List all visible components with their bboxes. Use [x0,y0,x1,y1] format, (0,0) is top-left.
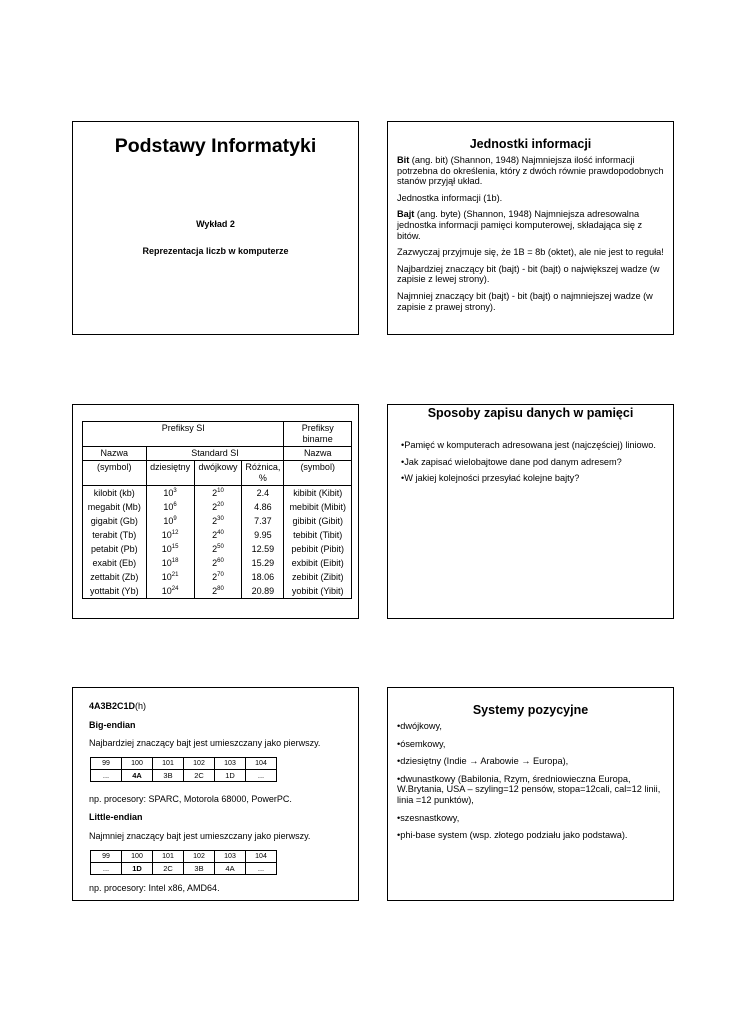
binary-value [194,556,242,570]
decimal-base: 10 [161,571,172,582]
decimal-value [146,542,194,556]
address-row [91,757,277,769]
decimal-exponent: 6 [173,501,177,508]
binary-value [194,584,242,599]
slide-body [388,155,673,312]
binary-base: 2 [212,585,218,596]
memory-byte: 2C [184,769,215,781]
si-table-body [83,486,352,599]
slide-information-units [387,121,674,335]
si-table-row [83,500,352,514]
lsb-definition: Najmniej znaczący bit (bajt) - bit (bajt) o najmniejszej wadze (w zapisie z prawej strony). [397,290,653,312]
decimal-base: 10 [163,487,174,498]
little-endian-examples: np. procesory: Intel x86, AMD64. [89,882,220,893]
binary-value [194,500,242,514]
si-prefix-name: yottabit (Yb) [83,584,147,599]
si-prefix-name: zettabit (Zb) [83,570,147,584]
decimal-exponent: 12 [171,529,179,536]
memory-byte: ... [91,769,122,781]
decimal-exponent: 9 [173,515,177,522]
binary-exponent: 40 [217,529,224,536]
decimal-value [146,486,194,501]
byte-text: (ang. byte) (Shannon, 1948) Najmniejsza adresowalna jednostka informacji pamięci komputerowej, składająca się z bitów. [397,209,643,241]
binary-value [194,542,242,556]
little-endian-description: Najmniej znaczący bajt jest umieszczany jako pierwszy. [89,830,311,841]
bullet-linear-addressing: •Pamięć w komputerach adresowana jest (najczęściej) liniowo. [401,440,656,450]
binary-base: 2 [212,501,218,512]
slide-heading: Jednostki informacji [469,137,592,151]
binary-exponent: 60 [217,557,224,564]
slide-title [72,121,359,335]
binary-base: 2 [212,571,218,582]
decimal-base: 10 [163,501,174,512]
si-table-row [83,584,352,599]
memory-byte: 3B [184,862,215,874]
bit-text: (ang. bit) (Shannon, 1948) Najmniejsza ilość informacji potrzebna do określenia, który z dwóch równie prawdopodobnych stanów przyjął układ. [397,155,664,187]
address-row [91,850,277,862]
si-prefix-name: terabit (Tb) [83,528,147,542]
big-endian-memory-table [90,757,277,782]
difference-percent: 20.89 [242,584,284,599]
si-table-row [83,514,352,528]
decimal-base: 10 [161,543,172,554]
header-si-prefixes: Prefiksy SI [83,422,284,447]
lecture-number: Wykład 2 [196,219,235,229]
example-number [89,701,350,712]
bullet-multibyte: •Jak zapisać wielobajtowe dane pod danym adresem? [401,456,622,467]
memory-address: 104 [246,757,277,769]
header-symbol-binary: (symbol) [284,461,352,486]
binary-prefix-name: zebibit (Zibit) [284,570,352,584]
big-endian-description: Najbardziej znaczący bajt jest umieszczany jako pierwszy. [89,738,321,749]
bullet-binary: •dwójkowy, [397,721,442,731]
difference-percent: 2.4 [242,486,284,501]
header-decimal: dziesiętny [146,461,194,486]
difference-percent: 15.29 [242,556,284,570]
memory-byte: ... [246,862,277,874]
header-binary-line2: binarne [302,434,333,444]
binary-prefix-name: tebibit (Tibit) [284,528,352,542]
decimal-exponent: 18 [171,557,179,564]
slide-title-heading: Podstawy Informatyki [114,135,317,157]
decimal-value [146,584,194,599]
binary-base: 2 [212,515,218,526]
si-prefix-name: exabit (Eb) [83,556,147,570]
header-symbol: (symbol) [83,461,147,486]
binary-exponent: 70 [217,571,224,578]
memory-byte: 4A [122,769,153,781]
si-prefix-name: petabit (Pb) [83,542,147,556]
difference-percent: 7.37 [242,514,284,528]
binary-exponent: 30 [217,515,224,522]
memory-byte: 2C [153,862,184,874]
value-row [91,769,277,781]
slide-heading: Systemy pozycyjne [472,703,589,717]
memory-address: 99 [91,757,122,769]
big-endian-examples: np. procesory: SPARC, Motorola 68000, PowerPC. [89,793,292,804]
bullet-phi-base: •phi-base system (wsp. złotego podziału jako podstawa). [397,830,628,841]
si-table-row [83,486,352,501]
binary-base: 2 [212,543,218,554]
decimal-exponent: 15 [171,543,179,550]
memory-address: 100 [122,757,153,769]
bit-definition [397,155,665,187]
binary-prefix-name: yobibit (Yibit) [284,584,352,599]
binary-value [194,528,242,542]
slide-endianness [72,687,359,901]
memory-byte: 4A [215,862,246,874]
memory-byte: 3B [153,769,184,781]
memory-address: 102 [184,850,215,862]
header-difference [242,461,284,486]
binary-exponent: 50 [217,543,224,550]
difference-percent: 4.86 [242,500,284,514]
decimal-exponent: 3 [173,487,177,494]
memory-address: 103 [215,757,246,769]
si-prefix-name: megabit (Mb) [83,500,147,514]
decimal-base: 10 [161,585,172,596]
bullet-decimal: •dziesiętny (Indie → Arabowie → Europa), [397,756,569,767]
memory-address: 101 [153,757,184,769]
decimal-base: 10 [161,529,172,540]
decimal-base: 10 [163,515,174,526]
header-difference-line1: Różnica, [245,462,281,472]
difference-percent: 18.06 [242,570,284,584]
binary-prefix-name: pebibit (Pibit) [284,542,352,556]
header-binary-line1: Prefiksy [301,423,334,433]
binary-prefix-name: mebibit (Mibit) [284,500,352,514]
bullet-octal: •ósemkowy, [397,738,446,749]
binary-prefix-name: gibibit (Gibit) [284,514,352,528]
slide-si-prefixes [72,404,359,619]
value-row [91,862,277,874]
header-difference-line2: % [258,473,267,483]
si-prefix-name: gigabit (Gb) [83,514,147,528]
decimal-value [146,528,194,542]
decimal-value [146,514,194,528]
binary-value [194,570,242,584]
bullet-duodecimal: •dwunastkowy (Babilonia, Rzym, średniowieczna Europa, W.Brytania, USA – szyling=12 pensów, stopa=12cali, cal=12 linii, linia =12 punktów), [397,773,661,805]
memory-byte: 1D [215,769,246,781]
decimal-base: 10 [161,557,172,568]
si-table-row [83,556,352,570]
slide-heading: Sposoby zapisu danych w pamięci [427,406,634,420]
memory-address: 103 [215,850,246,862]
difference-percent: 12.59 [242,542,284,556]
hex-suffix: (h) [135,701,147,711]
little-endian-memory-table [90,850,277,875]
memory-byte: 1D [122,862,153,874]
decimal-value [146,570,194,584]
octet-note: Zazwyczaj przyjmuje się, że 1B = 8b (oktet), ale nie jest to reguła! [397,247,664,258]
binary-prefix-name: exbibit (Eibit) [284,556,352,570]
byte-term: Bajt [397,209,415,220]
hex-value: 4A3B2C1D [89,701,136,711]
si-prefix-table [82,421,352,599]
binary-value [194,486,242,501]
binary-prefix-name: kibibit (Kibit) [284,486,352,501]
binary-value [194,514,242,528]
decimal-exponent: 21 [171,571,179,578]
header-name: Nazwa [83,447,147,461]
si-table-row [83,542,352,556]
bit-term: Bit [397,155,410,165]
memory-byte: ... [246,769,277,781]
binary-exponent: 80 [217,585,224,592]
si-prefix-name: kilobit (kb) [83,486,147,501]
slide-positional-systems [387,687,674,901]
big-endian-title: Big-endian [89,719,136,730]
si-table-row [83,528,352,542]
binary-base: 2 [212,529,218,540]
slide-data-storage [387,404,674,619]
memory-address: 104 [246,850,277,862]
byte-definition [397,209,665,241]
msb-definition: Najbardziej znaczący bit (bajt) - bit (bajt) o największej wadze (w zapisie z lewej strony). [397,263,660,285]
slide-body [388,721,673,841]
si-table-row [83,570,352,584]
header-binary: dwójkowy [194,461,242,486]
binary-base: 2 [212,487,218,498]
header-binary-prefixes [284,422,352,447]
memory-address: 100 [122,850,153,862]
binary-exponent: 10 [217,487,224,494]
memory-address: 99 [91,850,122,862]
lecture-topic: Reprezentacja liczb w komputerze [142,246,289,256]
binary-exponent: 20 [217,501,224,508]
binary-base: 2 [212,557,218,568]
header-name-binary: Nazwa [284,447,352,461]
bullet-byte-order: •W jakiej kolejności przesyłać kolejne bajty? [401,473,580,484]
little-endian-title: Little-endian [89,812,143,823]
memory-address: 102 [184,757,215,769]
slide-body [73,688,358,893]
bullet-hexadecimal: •szesnastkowy, [397,812,460,823]
memory-byte: ... [91,862,122,874]
header-standard-si: Standard SI [146,447,284,461]
difference-percent: 9.95 [242,528,284,542]
decimal-value [146,556,194,570]
slide-body [388,420,673,484]
decimal-value [146,500,194,514]
decimal-exponent: 24 [171,585,179,592]
memory-address: 101 [153,850,184,862]
unit-note: Jednostka informacji (1b). [397,192,503,203]
